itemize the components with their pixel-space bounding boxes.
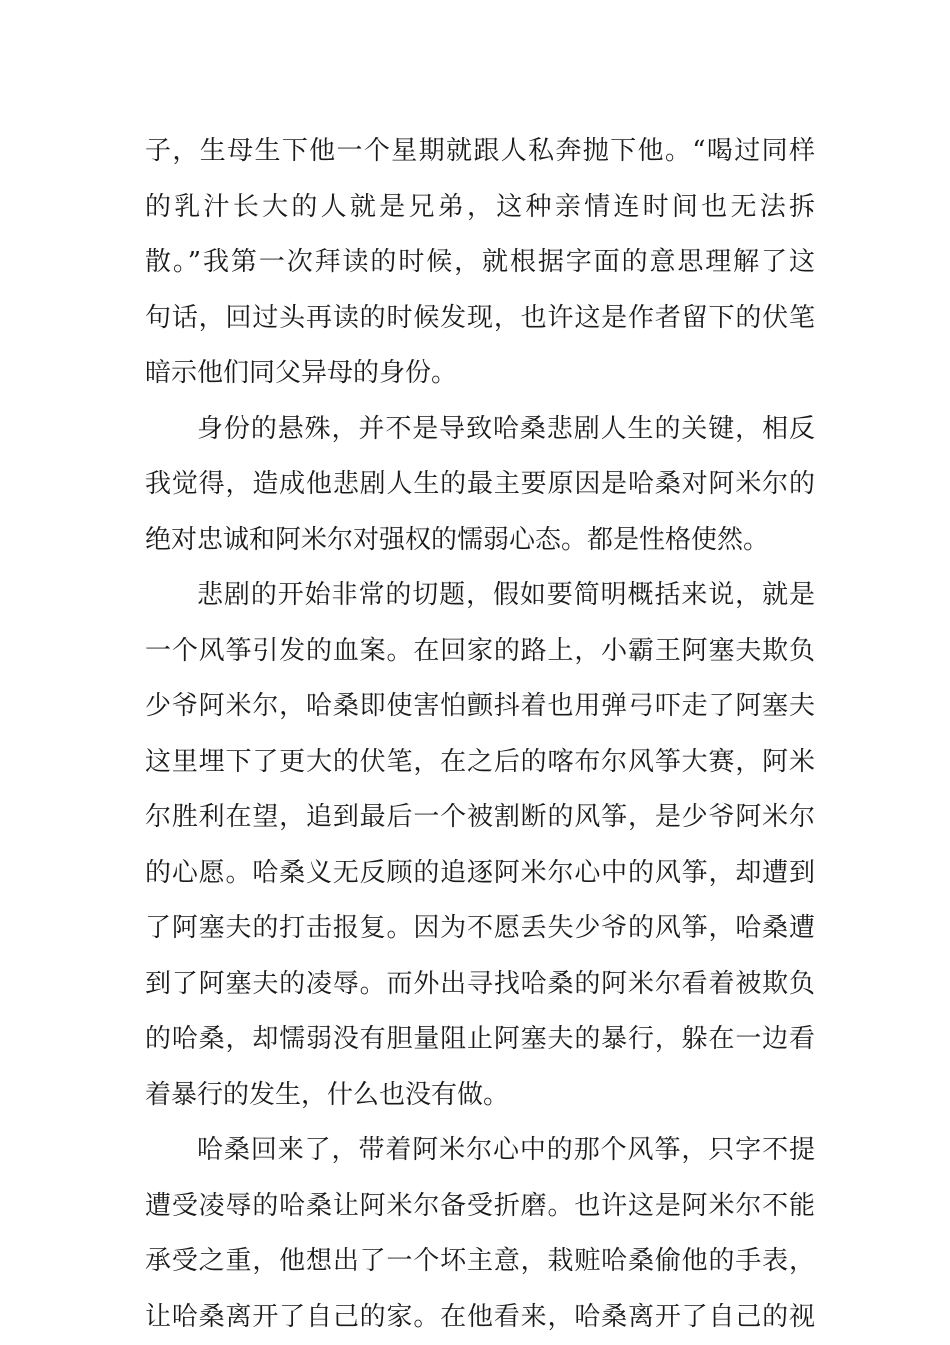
paragraph xyxy=(145,402,815,569)
text-line: 悲剧的开始非常的切题，假如要简明概括来说，就是 xyxy=(145,568,815,624)
text-line: 的乳汁长大的人就是兄弟，这种亲情连时间也无法拆 xyxy=(145,180,815,236)
document-body xyxy=(145,124,815,1345)
text-line: 承受之重，他想出了一个坏主意，栽赃哈桑偷他的手表， xyxy=(145,1234,815,1290)
paragraph xyxy=(145,568,815,1123)
text-line: 到了阿塞夫的凌辱。而外出寻找哈桑的阿米尔看着被欺负 xyxy=(145,957,815,1013)
text-line: 的心愿。哈桑义无反顾的追逐阿米尔心中的风筝，却遭到 xyxy=(145,846,815,902)
text-line: 尔胜利在望，追到最后一个被割断的风筝，是少爷阿米尔 xyxy=(145,790,815,846)
text-line: 子，生母生下他一个星期就跟人私奔抛下他。“喝过同样 xyxy=(145,124,815,180)
text-line: 一个风筝引发的血案。在回家的路上，小霸王阿塞夫欺负 xyxy=(145,624,815,680)
text-line: 我觉得，造成他悲剧人生的最主要原因是哈桑对阿米尔的 xyxy=(145,457,815,513)
text-line: 散。”我第一次拜读的时候，就根据字面的意思理解了这 xyxy=(145,235,815,291)
text-line: 这里埋下了更大的伏笔，在之后的喀布尔风筝大赛，阿米 xyxy=(145,735,815,791)
paragraph xyxy=(145,1123,815,1345)
text-line: 绝对忠诚和阿米尔对强权的懦弱心态。都是性格使然。 xyxy=(145,513,815,569)
text-line: 哈桑回来了，带着阿米尔心中的那个风筝，只字不提 xyxy=(145,1123,815,1179)
text-line: 的哈桑，却懦弱没有胆量阻止阿塞夫的暴行，躲在一边看 xyxy=(145,1012,815,1068)
text-line: 暗示他们同父异母的身份。 xyxy=(145,346,815,402)
text-line: 着暴行的发生，什么也没有做。 xyxy=(145,1068,815,1124)
paragraph xyxy=(145,124,815,402)
text-line: 句话，回过头再读的时候发现，也许这是作者留下的伏笔 xyxy=(145,291,815,347)
text-line: 了阿塞夫的打击报复。因为不愿丢失少爷的风筝，哈桑遭 xyxy=(145,901,815,957)
text-line: 少爷阿米尔，哈桑即使害怕颤抖着也用弹弓吓走了阿塞夫 xyxy=(145,679,815,735)
text-line: 遭受凌辱的哈桑让阿米尔备受折磨。也许这是阿米尔不能 xyxy=(145,1179,815,1235)
text-line: 让哈桑离开了自己的家。在他看来，哈桑离开了自己的视 xyxy=(145,1290,815,1345)
text-line: 身份的悬殊，并不是导致哈桑悲剧人生的关键，相反 xyxy=(145,402,815,458)
